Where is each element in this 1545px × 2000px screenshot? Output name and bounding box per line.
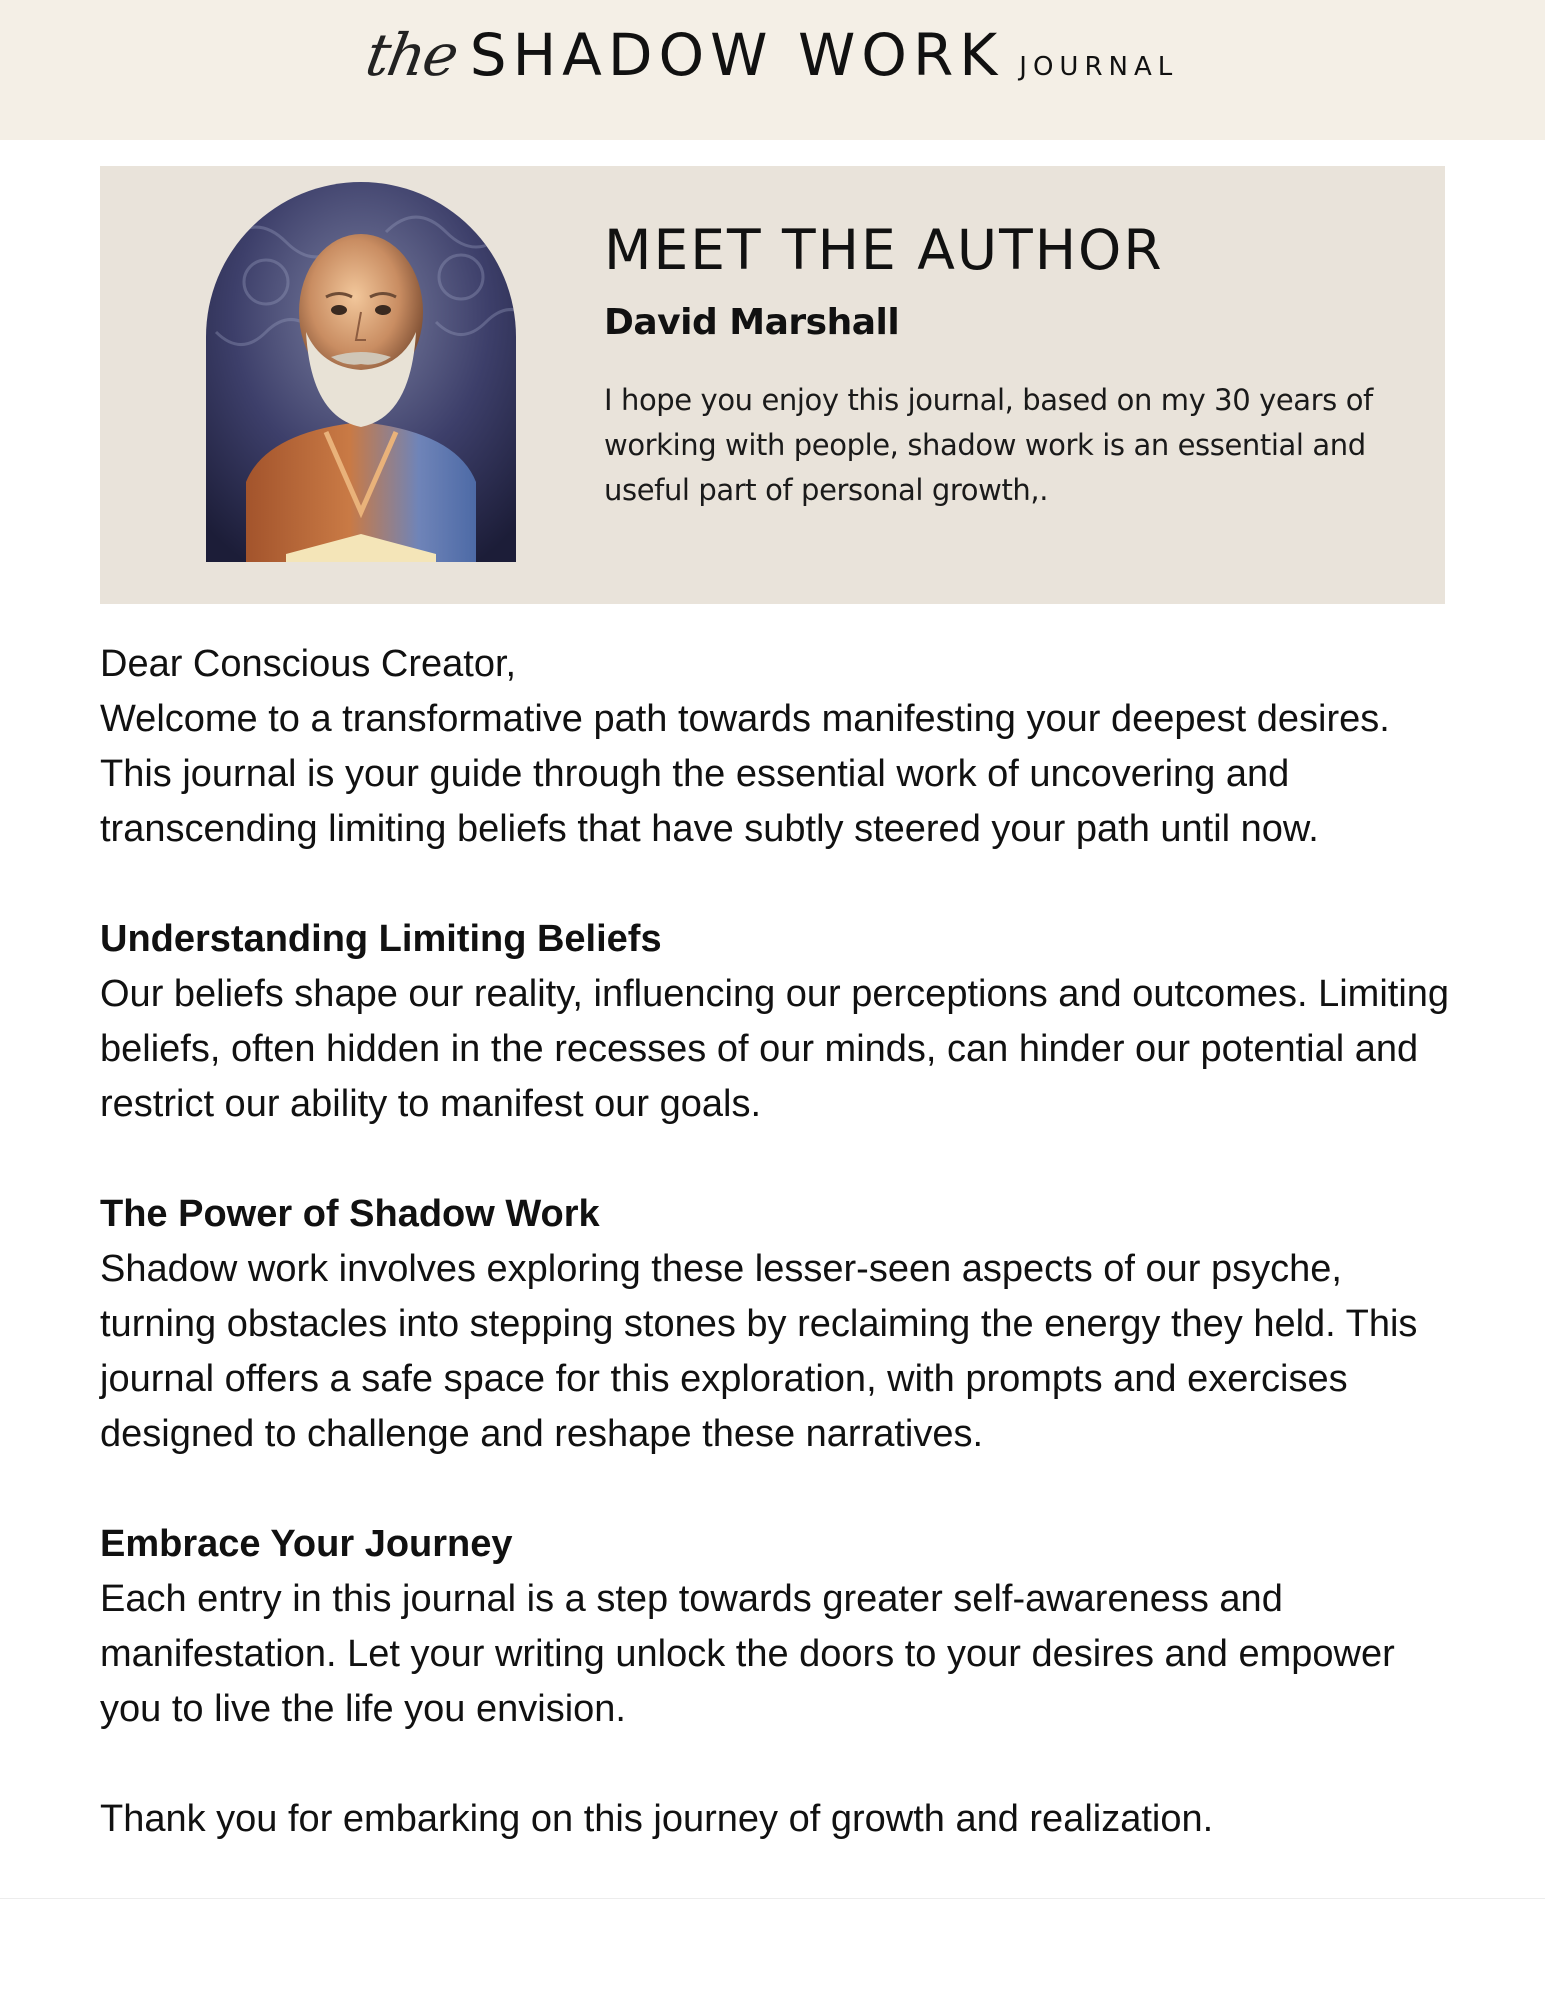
section-body: Shadow work involves exploring these lesser-seen aspects of our psyche, turning obstacles into stepping stones by reclaiming the energy they held. This journal offers a safe space for this exploration, with prompts and exercises designed to challenge and reshape these narratives. (100, 1248, 1418, 1455)
section-heading: The Power of Shadow Work (100, 1193, 600, 1235)
page-divider (0, 1898, 1545, 1899)
author-heading: MEET THE AUTHOR (604, 218, 1164, 282)
logo-title: SHADOW WORK (469, 21, 1004, 89)
logo-subtitle: JOURNAL (1019, 52, 1179, 82)
author-card (100, 166, 1445, 604)
letter-intro: Welcome to a transformative path towards manifesting your deepest desires. This journal is your guide through the essential work of uncovering and transcending limiting beliefs that have subtly steered your path until now. (100, 698, 1390, 850)
letter-salutation: Dear Conscious Creator, (100, 643, 517, 685)
author-quote: I hope you enjoy this journal, based on my 30 years of working with people, shadow work is an essential and useful part of personal growth,. (604, 383, 1373, 507)
welcome-letter (100, 637, 1460, 1847)
page-header (0, 0, 1545, 140)
author-portrait (206, 182, 516, 562)
author-name: David Marshall (604, 302, 900, 343)
journal-logo (0, 21, 1545, 89)
section-heading: Embrace Your Journey (100, 1523, 513, 1565)
section-body: Each entry in this journal is a step towards greater self-awareness and manifestation. Let your writing unlock the doors to your desires and empower you to live the life you envision. (100, 1578, 1395, 1730)
section-heading: Understanding Limiting Beliefs (100, 918, 662, 960)
section-body: Our beliefs shape our reality, influencing our perceptions and outcomes. Limiting beliefs, often hidden in the recesses of our minds, can hinder our potential and restrict our ability to manifest our goals. (100, 973, 1450, 1125)
letter-closing: Thank you for embarking on this journey of growth and realization. (100, 1798, 1214, 1840)
logo-script-word: the (360, 21, 462, 89)
